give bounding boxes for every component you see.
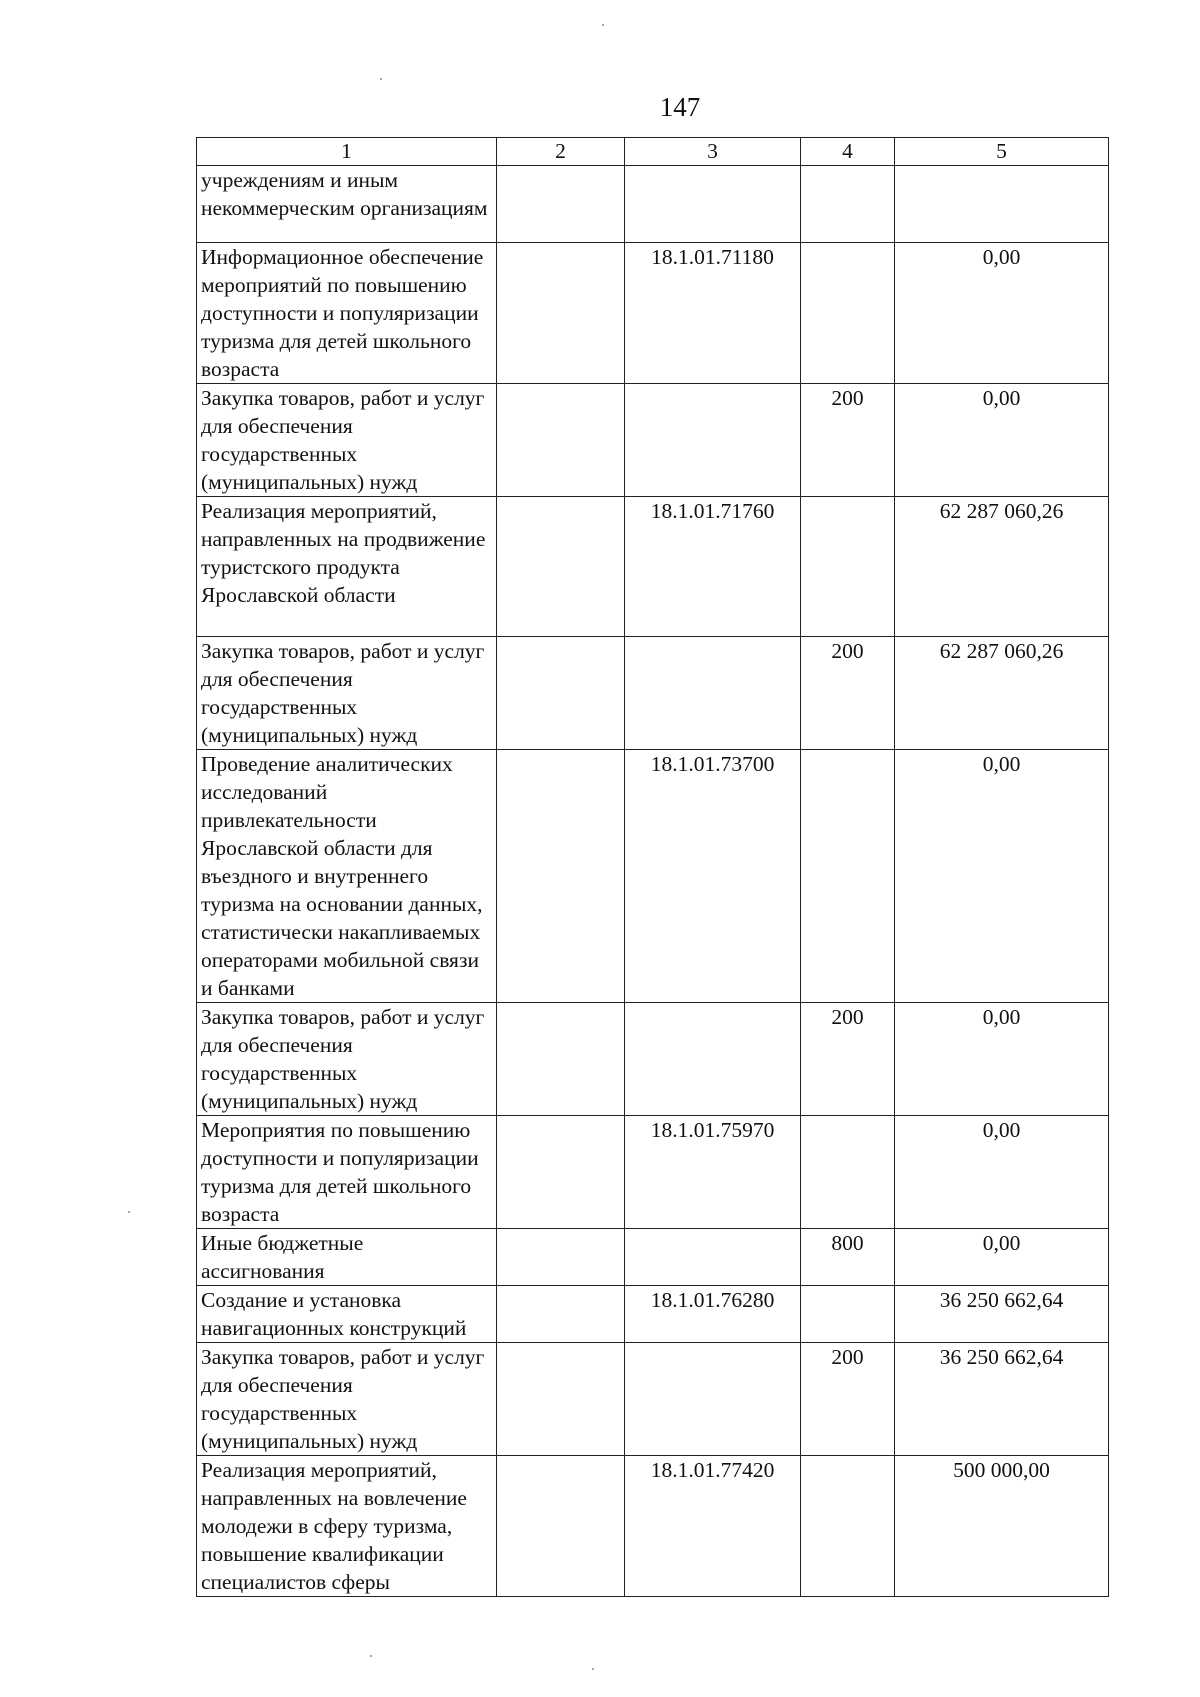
row-target-code-cell: 18.1.01.73700 (625, 750, 801, 1003)
table-row (197, 166, 1109, 243)
row-target-code-cell: 18.1.01.75970 (625, 1116, 801, 1229)
row-target-code-cell (625, 1343, 801, 1456)
row-name-cell: Создание и установка навигационных конструкций (197, 1286, 497, 1343)
row-expense-type-cell (801, 497, 895, 637)
row-name-cell: Мероприятия по повышению доступности и популяризации туризма для детей школьного возраста (197, 1116, 497, 1229)
row-name-cell: Закупка товаров, работ и услуг для обеспечения государственных (муниципальных) нужд (197, 1343, 497, 1456)
table-row (197, 750, 1109, 1003)
row-name-cell: Закупка товаров, работ и услуг для обеспечения государственных (муниципальных) нужд (197, 637, 497, 750)
row-expense-type-cell: 800 (801, 1229, 895, 1286)
row-target-code-cell (625, 1003, 801, 1116)
row-col2-cell (497, 497, 625, 637)
row-target-code-cell (625, 1229, 801, 1286)
row-expense-type-cell: 200 (801, 1343, 895, 1456)
row-target-code-cell: 18.1.01.77420 (625, 1456, 801, 1597)
row-amount-cell: 0,00 (895, 243, 1109, 384)
table-row (197, 497, 1109, 637)
scan-speck (128, 1211, 130, 1213)
scan-speck (370, 1655, 372, 1657)
table-row (197, 637, 1109, 750)
row-amount-cell: 500 000,00 (895, 1456, 1109, 1597)
row-amount-cell: 0,00 (895, 1116, 1109, 1229)
column-header-3: 3 (625, 138, 801, 166)
row-amount-cell (895, 166, 1109, 243)
row-col2-cell (497, 1456, 625, 1597)
table-row (197, 243, 1109, 384)
row-amount-cell: 0,00 (895, 384, 1109, 497)
row-expense-type-cell: 200 (801, 1003, 895, 1116)
row-amount-cell: 62 287 060,26 (895, 497, 1109, 637)
row-col2-cell (497, 384, 625, 497)
row-expense-type-cell (801, 1116, 895, 1229)
column-header-1: 1 (197, 138, 497, 166)
scan-speck (602, 24, 604, 26)
scan-speck (592, 1668, 594, 1670)
row-target-code-cell (625, 637, 801, 750)
row-target-code-cell: 18.1.01.71180 (625, 243, 801, 384)
row-name-cell: Информационное обеспечение мероприятий по повышению доступности и популяризации туризма для детей школьного возраста (197, 243, 497, 384)
scan-speck (380, 78, 382, 80)
row-col2-cell (497, 1343, 625, 1456)
column-header-4: 4 (801, 138, 895, 166)
row-col2-cell (497, 1229, 625, 1286)
row-expense-type-cell: 200 (801, 637, 895, 750)
row-name-cell: Закупка товаров, работ и услуг для обеспечения государственных (муниципальных) нужд (197, 384, 497, 497)
table-row (197, 1456, 1109, 1597)
row-amount-cell: 62 287 060,26 (895, 637, 1109, 750)
column-header-5: 5 (895, 138, 1109, 166)
row-name-cell: Проведение аналитических исследований привлекательности Ярославской области для въездного и внутреннего туризма на основании данных, статистически накапливаемых операторами мобильной связи и банками (197, 750, 497, 1003)
row-name-cell: Закупка товаров, работ и услуг для обеспечения государственных (муниципальных) нужд (197, 1003, 497, 1116)
row-target-code-cell (625, 166, 801, 243)
row-expense-type-cell (801, 1456, 895, 1597)
table-header-row (197, 138, 1109, 166)
row-target-code-cell: 18.1.01.76280 (625, 1286, 801, 1343)
table-row (197, 1229, 1109, 1286)
row-name-cell: Реализация мероприятий, направленных на вовлечение молодежи в сферу туризма, повышение квалификации специалистов сферы (197, 1456, 497, 1597)
row-col2-cell (497, 243, 625, 384)
row-name-cell: учреждениям и иным некоммерческим организациям (197, 166, 497, 243)
row-amount-cell: 36 250 662,64 (895, 1343, 1109, 1456)
table-row (197, 384, 1109, 497)
row-expense-type-cell (801, 166, 895, 243)
row-name-cell: Иные бюджетные ассигнования (197, 1229, 497, 1286)
row-col2-cell (497, 750, 625, 1003)
row-col2-cell (497, 166, 625, 243)
row-expense-type-cell (801, 243, 895, 384)
table-row (197, 1116, 1109, 1229)
row-col2-cell (497, 637, 625, 750)
row-amount-cell: 0,00 (895, 1229, 1109, 1286)
row-amount-cell: 0,00 (895, 1003, 1109, 1116)
row-expense-type-cell (801, 1286, 895, 1343)
row-amount-cell: 0,00 (895, 750, 1109, 1003)
page-number: 147 (659, 92, 701, 122)
row-name-cell: Реализация мероприятий, направленных на продвижение туристского продукта Ярославской области (197, 497, 497, 637)
table-row (197, 1286, 1109, 1343)
row-col2-cell (497, 1003, 625, 1116)
row-target-code-cell (625, 384, 801, 497)
row-col2-cell (497, 1116, 625, 1229)
row-amount-cell: 36 250 662,64 (895, 1286, 1109, 1343)
budget-table (196, 137, 1109, 1597)
row-col2-cell (497, 1286, 625, 1343)
column-header-2: 2 (497, 138, 625, 166)
table-row (197, 1003, 1109, 1116)
row-expense-type-cell: 200 (801, 384, 895, 497)
table-row (197, 1343, 1109, 1456)
row-target-code-cell: 18.1.01.71760 (625, 497, 801, 637)
row-expense-type-cell (801, 750, 895, 1003)
